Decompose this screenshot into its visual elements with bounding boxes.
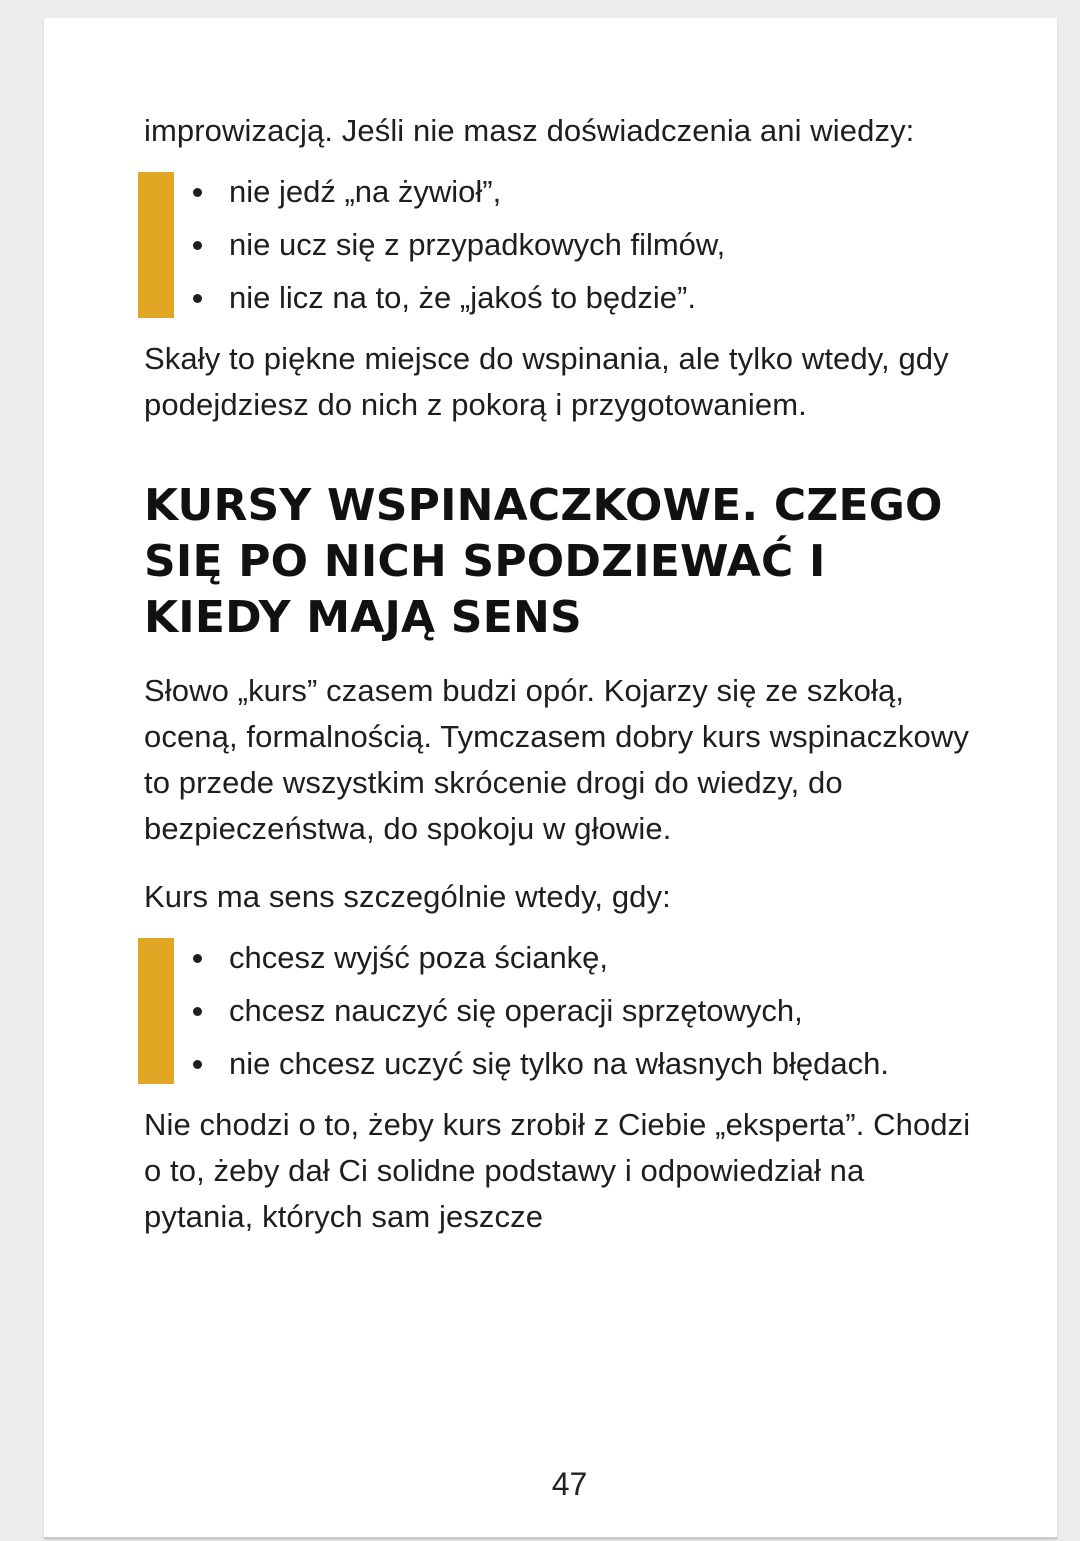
bullet-dot-icon	[193, 188, 202, 197]
accent-bar	[138, 938, 174, 1084]
bullet-dot-icon	[193, 294, 202, 303]
list-item	[184, 172, 974, 212]
bullet-block-2	[144, 938, 974, 1084]
bullet-dot-icon	[193, 954, 202, 963]
list-item	[184, 278, 974, 318]
list-item-text: chcesz wyjść poza ściankę,	[229, 940, 609, 975]
list-item	[184, 1044, 974, 1084]
list-item	[184, 938, 974, 978]
list-item	[184, 991, 974, 1031]
accent-bar	[138, 172, 174, 318]
book-page	[44, 18, 1057, 1539]
bullet-dot-icon	[193, 241, 202, 250]
page-content	[144, 108, 974, 1240]
course-when-paragraph: Kurs ma sens szczególnie wtedy, gdy:	[144, 879, 671, 914]
bullet-block-1	[144, 172, 974, 318]
list-item-text: nie jedź „na żywioł”,	[229, 174, 502, 209]
section-heading: KURSY WSPINACZKOWE. CZEGO SIĘ PO NICH SPODZIEWAĆ I KIEDY MAJĄ SENS	[144, 480, 943, 643]
rocks-paragraph: Skały to piękne miejsce do wspinania, ale tylko wtedy, gdy podejdziesz do nich z pokorą i przygotowaniem.	[144, 341, 949, 422]
list-item-text: nie chcesz uczyć się tylko na własnych błędach.	[229, 1046, 889, 1081]
course-word-paragraph: Słowo „kurs” czasem budzi opór. Kojarzy się ze szkołą, oceną, formalnością. Tymczasem dobry kurs wspinaczkowy to przede wszystkim skrócenie drogi do wiedzy, do bezpieczeństwa, do spokoju w głowie.	[144, 673, 969, 846]
intro-paragraph: improwizacją. Jeśli nie masz doświadczenia ani wiedzy:	[144, 113, 915, 148]
bullet-dot-icon	[193, 1007, 202, 1016]
bullet-dot-icon	[193, 1060, 202, 1069]
list-item-text: chcesz nauczyć się operacji sprzętowych,	[229, 993, 803, 1028]
bullet-list	[184, 172, 974, 318]
list-item-text: nie licz na to, że „jakoś to będzie”.	[229, 280, 696, 315]
bullet-list	[184, 938, 974, 1084]
expert-paragraph: Nie chodzi o to, żeby kurs zrobił z Ciebie „eksperta”. Chodzi o to, żeby dał Ci solidne podstawy i odpowiedział na pytania, których sam jeszcze	[144, 1107, 971, 1234]
list-item-text: nie ucz się z przypadkowych filmów,	[229, 227, 726, 262]
list-item	[184, 225, 974, 265]
page-number: 47	[551, 1466, 588, 1502]
